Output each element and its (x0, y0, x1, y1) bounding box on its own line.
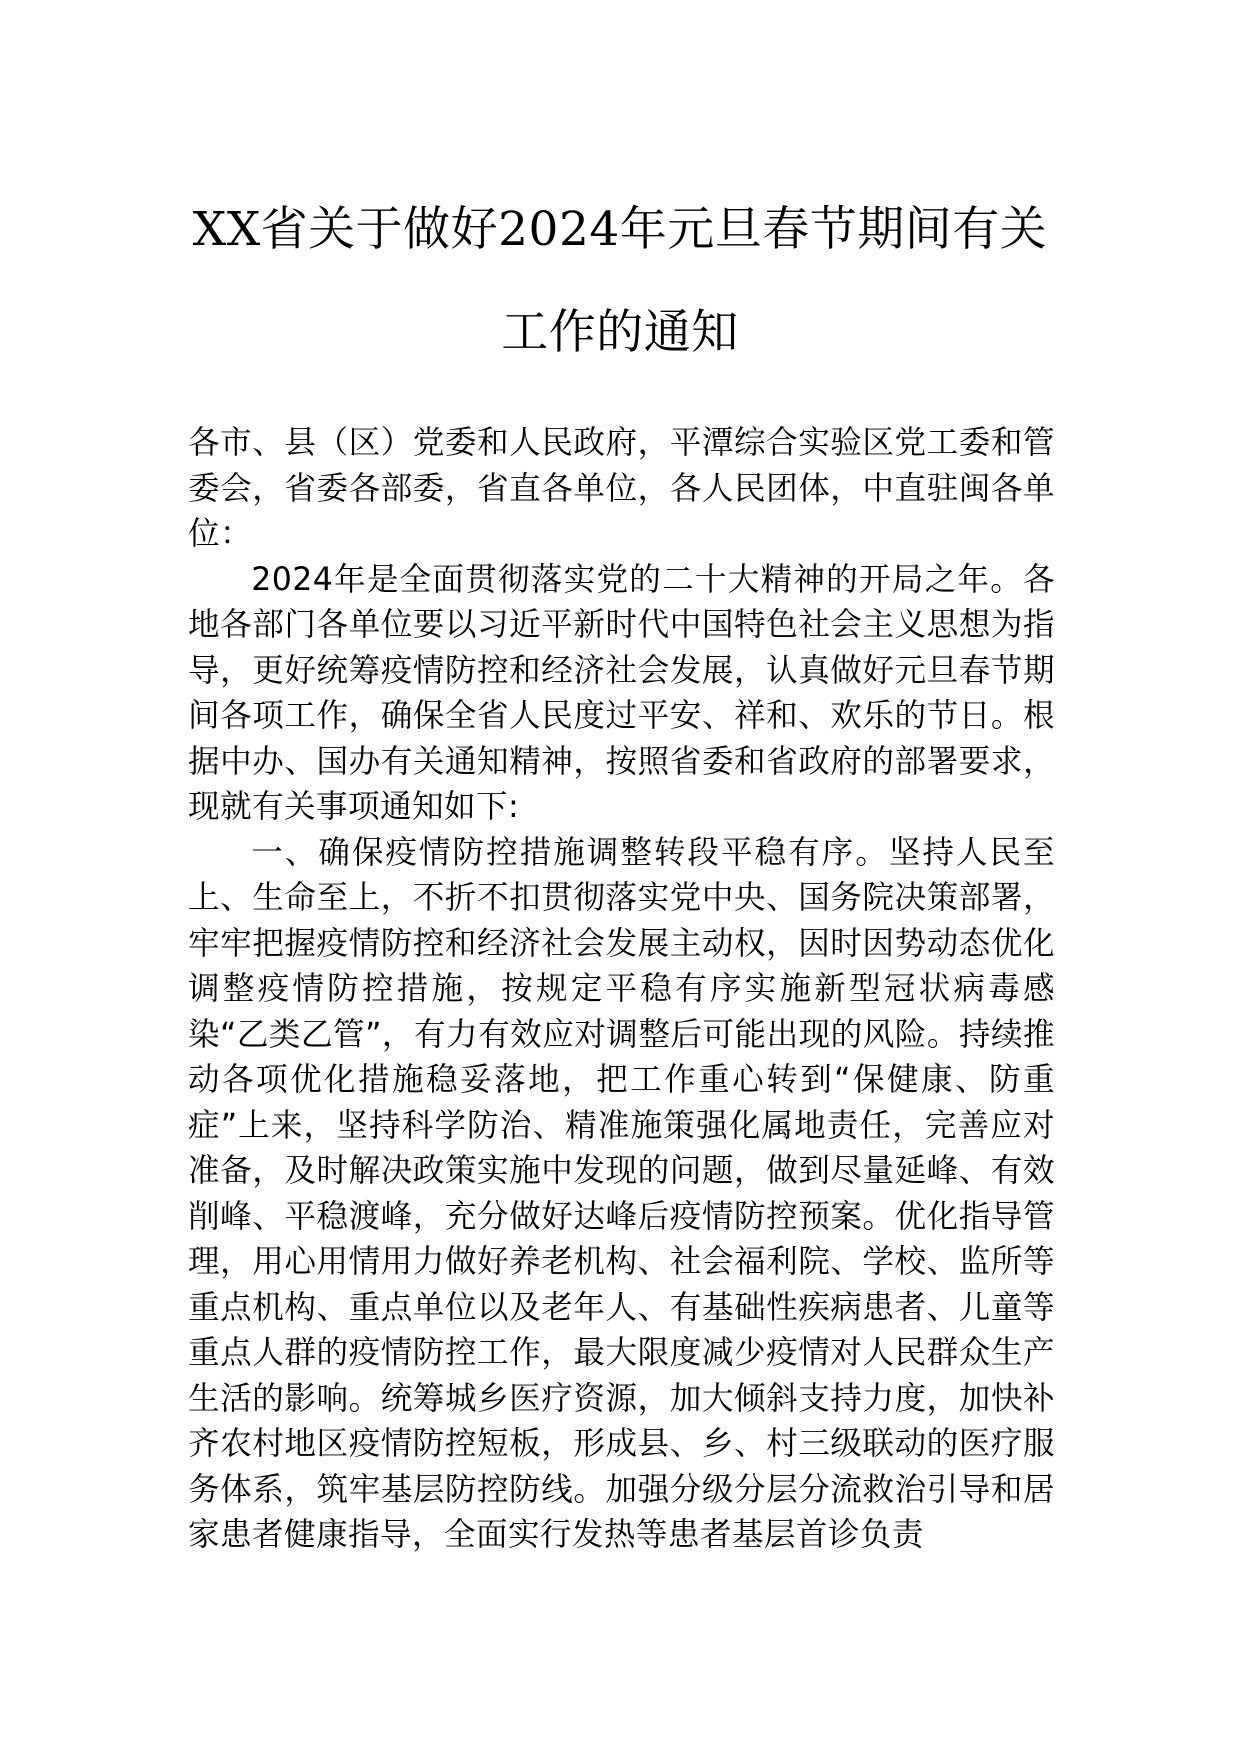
title-line-2: 工作的通知 (501, 305, 739, 360)
paragraph-section-1: 一、确保疫情防控措施调整转段平稳有序。坚持人民至上、生命至上，不折不扣贯彻落实党中央、国务院决策部署，牢牢把握疫情防控和经济社会发展主动权，因时因势动态优化调整疫情防控措施，按规定平稳有序实施新型冠状病毒感染“乙类乙管”，有力有效应对调整后可能出现的风险。持续推动各项优化措施稳妥落地，把工作重心转到“保健康、防重症”上来，坚持科学防治、精准施策强化属地责任，完善应对准备，及时解决政策实施中发现的问题，做到尽量延峰、有效削峰、平稳渡峰，充分做好达峰后疫情防控预案。优化指导管理，用心用情用力做好养老机构、社会福利院、学校、监所等重点机构、重点单位以及老年人、有基础性疾病患者、儿童等重点人群的疫情防控工作，最大限度减少疫情对人民群众生产生活的影响。统筹城乡医疗资源，加大倾斜支持力度，加快补齐农村地区疫情防控短板，形成县、乡、村三级联动的医疗服务体系，筑牢基层防控防线。加强分级分层分流救治引导和居家患者健康指导，全面实行发热等患者基层首诊负责 (188, 834, 1055, 1553)
document-body (188, 421, 1055, 1559)
document-title (180, 178, 1060, 384)
title-line-1: XX省关于做好2024年元旦春节期间有关 (192, 202, 1048, 257)
salutation: 各市、县（区）党委和人民政府，平潭综合实验区党工委和管委会，省委各部委，省直各单位，各人民团体，中直驻闽各单位： (188, 425, 1055, 552)
paragraph-intro: 2024年是全面贯彻落实党的二十大精神的开局之年。各地各部门各单位要以习近平新时代中国特色社会主义思想为指导，更好统筹疫情防控和经济社会发展，认真做好元旦春节期间各项工作，确保全省人民度过平安、祥和、欢乐的节日。根据中办、国办有关通知精神，按照省委和省政府的部署要求，现就有关事项通知如下: (188, 561, 1055, 825)
